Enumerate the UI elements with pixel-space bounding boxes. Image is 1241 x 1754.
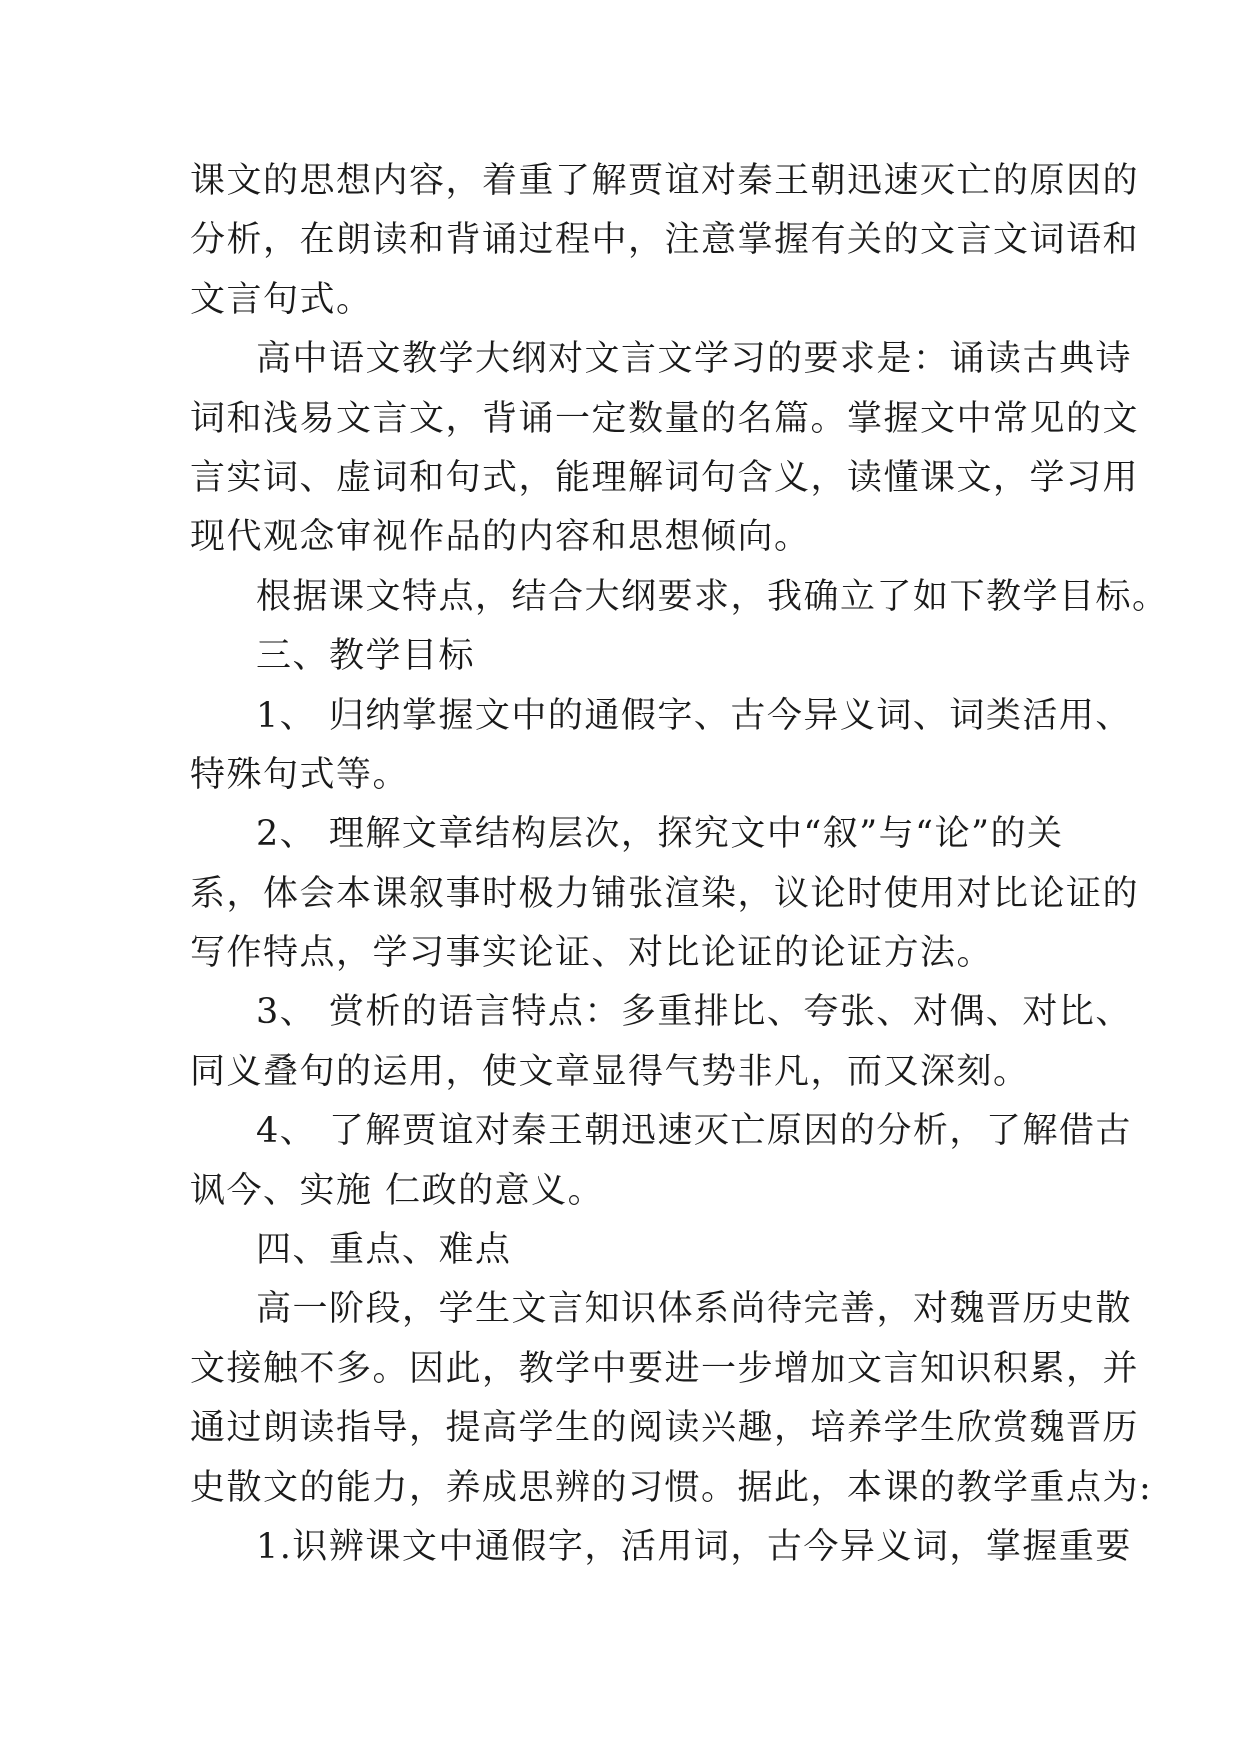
text-line: 讽今、实施 仁政的意义。 xyxy=(190,1170,605,1211)
text-line: 词和浅易文言文，背诵一定数量的名篇。掌握文中常见的文 xyxy=(190,398,1140,439)
text-line: 文言句式。 xyxy=(190,279,373,320)
document-body xyxy=(190,152,1169,1577)
section-heading: 三、教学目标 xyxy=(256,636,476,677)
section-heading: 四、重点、难点 xyxy=(256,1230,512,1271)
text-line: 特殊句式等。 xyxy=(190,754,410,795)
text-line: 现代观念审视作品的内容和思想倾向。 xyxy=(190,517,811,558)
text-line: 高中语文教学大纲对文言文学习的要求是：诵读古典诗 xyxy=(256,339,1133,380)
text-line: 课文的思想内容，着重了解贾谊对秦王朝迅速灭亡的原因的 xyxy=(190,161,1140,201)
list-item: 1.识辨课文中通假字，活用词，古今异义词，掌握重要 xyxy=(256,1526,1132,1567)
text-line: 同义叠句的运用，使文章显得气势非凡，而又深刻。 xyxy=(190,1051,1030,1092)
text-line: 根据课文特点，结合大纲要求，我确立了如下教学目标。 xyxy=(256,576,1169,617)
text-line: 系，体会本课叙事时极力铺张渲染，议论时使用对比论证的 xyxy=(190,873,1140,914)
list-item: 4、 了解贾谊对秦王朝迅速灭亡原因的分析，了解借古 xyxy=(256,1111,1132,1152)
text-line: 言实词、虚词和句式，能理解词句含义，读懂课文，学习用 xyxy=(190,457,1140,498)
list-item: 2、 理解文章结构层次，探究文中“叙”与“论”的关 xyxy=(256,814,1064,855)
text-line: 高一阶段，学生文言知识体系尚待完善，对魏晋历史散 xyxy=(256,1289,1133,1330)
text-line: 文接触不多。因此，教学中要进一步增加文言知识积累，并 xyxy=(190,1348,1140,1389)
text-line: 史散文的能力，养成思辨的习惯。据此，本课的教学重点为: xyxy=(190,1467,1153,1508)
list-item: 1、 归纳掌握文中的通假字、古今异义词、词类活用、 xyxy=(256,695,1132,736)
list-item: 3、 赏析的语言特点：多重排比、夸张、对偶、对比、 xyxy=(256,992,1132,1033)
text-line: 写作特点，学习事实论证、对比论证的论证方法。 xyxy=(190,933,994,974)
text-line: 分析，在朗读和背诵过程中，注意掌握有关的文言文词语和 xyxy=(190,220,1140,261)
text-line: 通过朗读指导，提高学生的阅读兴趣，培养学生欣赏魏晋历 xyxy=(190,1408,1140,1449)
